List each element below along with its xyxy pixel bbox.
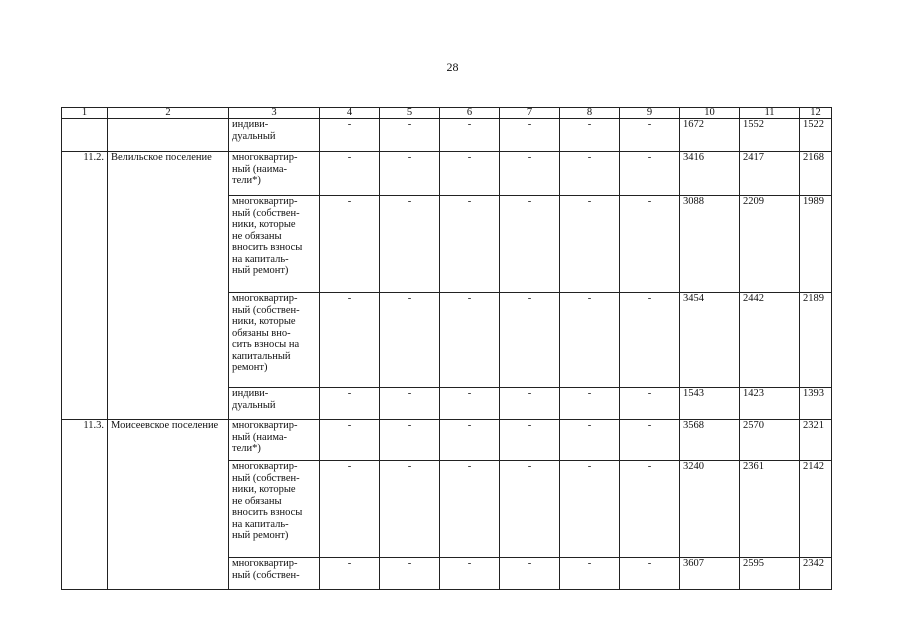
value-cell: 1672 (680, 119, 740, 152)
housing-type-line: сить взносы на (232, 339, 300, 350)
dash-cell: - (620, 388, 680, 420)
dash-cell: - (440, 558, 500, 590)
value-cell: 1423 (740, 388, 800, 420)
dash-cell: - (440, 196, 500, 293)
housing-type-cell (229, 119, 320, 152)
value-cell: 1543 (680, 388, 740, 420)
row-number-cell: 11.3. (62, 420, 108, 590)
dash-cell: - (500, 388, 560, 420)
dash-cell: - (380, 420, 440, 461)
value-cell: 2189 (800, 293, 832, 388)
housing-type-line: на капиталь- (232, 253, 289, 265)
housing-type-line: ный ремонт) (232, 530, 289, 541)
column-header: 1 (62, 108, 108, 119)
dash-cell: - (500, 119, 560, 152)
dash-cell: - (320, 119, 380, 152)
dash-cell: - (560, 196, 620, 293)
column-header: 9 (620, 108, 680, 119)
value-cell: 2168 (800, 152, 832, 196)
value-cell: 2321 (800, 420, 832, 461)
column-header: 4 (320, 108, 380, 119)
dash-cell: - (320, 152, 380, 196)
dash-cell: - (320, 461, 380, 558)
dash-cell: - (320, 196, 380, 293)
housing-type-line: многоквартир- (232, 420, 298, 431)
value-cell: 2442 (740, 293, 800, 388)
tariff-table (61, 107, 832, 590)
housing-type-cell (229, 388, 320, 420)
housing-type-line: многоквартир- (232, 558, 298, 569)
column-header: 5 (380, 108, 440, 119)
dash-cell: - (440, 388, 500, 420)
housing-type-line: ный ремонт) (232, 265, 289, 276)
dash-cell: - (620, 152, 680, 196)
value-cell: 2361 (740, 461, 800, 558)
settlement-cell (108, 119, 229, 152)
dash-cell: - (620, 196, 680, 293)
housing-type-line: ный (собствен- (232, 569, 300, 581)
value-cell: 1393 (800, 388, 832, 420)
value-cell: 3454 (680, 293, 740, 388)
table-row (62, 420, 832, 461)
housing-type-line: не обязаны (232, 495, 282, 507)
housing-type-line: вносить взносы (232, 242, 303, 253)
dash-cell: - (320, 558, 380, 590)
dash-cell: - (440, 420, 500, 461)
column-header: 12 (800, 108, 832, 119)
dash-cell: - (380, 388, 440, 420)
housing-type-line: многоквартир- (232, 152, 298, 163)
column-header: 11 (740, 108, 800, 119)
dash-cell: - (560, 152, 620, 196)
dash-cell: - (560, 461, 620, 558)
value-cell: 2417 (740, 152, 800, 196)
table-row (62, 119, 832, 152)
dash-cell: - (500, 420, 560, 461)
housing-type-line: на капиталь- (232, 518, 289, 530)
column-header: 3 (229, 108, 320, 119)
housing-type-line: многоквартир- (232, 196, 298, 207)
dash-cell: - (620, 119, 680, 152)
value-cell: 1552 (740, 119, 800, 152)
housing-type-cell (229, 152, 320, 196)
housing-type-line: ники, которые (232, 484, 296, 495)
value-cell: 2209 (740, 196, 800, 293)
housing-type-line: ники, которые (232, 219, 296, 230)
table-row (62, 152, 832, 196)
column-number-row (62, 108, 832, 119)
value-cell: 3416 (680, 152, 740, 196)
dash-cell: - (500, 461, 560, 558)
housing-type-line: многоквартир- (232, 461, 298, 472)
page-number: 28 (446, 60, 459, 74)
housing-type-line: дуальный (232, 399, 276, 411)
value-cell: 3240 (680, 461, 740, 558)
column-header: 6 (440, 108, 500, 119)
housing-type-line: ный (собствен- (232, 207, 300, 219)
housing-type-cell (229, 558, 320, 590)
dash-cell: - (320, 388, 380, 420)
settlement-cell: Моисеевское поселение (108, 420, 229, 590)
row-number-cell: 11.2. (62, 152, 108, 420)
dash-cell: - (380, 152, 440, 196)
housing-type-line: капитальный (232, 350, 291, 362)
value-cell: 2570 (740, 420, 800, 461)
dash-cell: - (500, 152, 560, 196)
dash-cell: - (560, 388, 620, 420)
dash-cell: - (560, 293, 620, 388)
dash-cell: - (320, 293, 380, 388)
value-cell: 3568 (680, 420, 740, 461)
housing-type-cell (229, 461, 320, 558)
value-cell: 3607 (680, 558, 740, 590)
dash-cell: - (380, 196, 440, 293)
dash-cell: - (620, 420, 680, 461)
settlement-cell: Велильское поселение (108, 152, 229, 420)
value-cell: 3088 (680, 196, 740, 293)
housing-type-line: не обязаны (232, 230, 282, 242)
column-header: 7 (500, 108, 560, 119)
dash-cell: - (620, 293, 680, 388)
dash-cell: - (380, 558, 440, 590)
dash-cell: - (500, 558, 560, 590)
dash-cell: - (500, 293, 560, 388)
housing-type-line: многоквартир- (232, 293, 298, 304)
dash-cell: - (440, 293, 500, 388)
value-cell: 2142 (800, 461, 832, 558)
housing-type-cell (229, 293, 320, 388)
dash-cell: - (620, 558, 680, 590)
housing-type-line: тели*) (232, 175, 261, 186)
value-cell: 2342 (800, 558, 832, 590)
dash-cell: - (560, 558, 620, 590)
column-header: 10 (680, 108, 740, 119)
dash-cell: - (440, 119, 500, 152)
dash-cell: - (560, 119, 620, 152)
housing-type-line: ный (собствен- (232, 304, 300, 316)
housing-type-line: индиви- (232, 119, 269, 130)
dash-cell: - (320, 420, 380, 461)
housing-type-line: ный (наима- (232, 431, 288, 443)
value-cell: 1989 (800, 196, 832, 293)
dash-cell: - (440, 152, 500, 196)
column-header: 8 (560, 108, 620, 119)
value-cell: 2595 (740, 558, 800, 590)
housing-type-line: ный (собствен- (232, 472, 300, 484)
dash-cell: - (620, 461, 680, 558)
housing-type-cell (229, 420, 320, 461)
housing-type-line: тели*) (232, 443, 261, 454)
row-number-cell (62, 119, 108, 152)
dash-cell: - (380, 293, 440, 388)
column-header: 2 (108, 108, 229, 119)
dash-cell: - (560, 420, 620, 461)
dash-cell: - (380, 119, 440, 152)
value-cell: 1522 (800, 119, 832, 152)
dash-cell: - (380, 461, 440, 558)
housing-type-cell (229, 196, 320, 293)
housing-type-line: вносить взносы (232, 507, 303, 518)
housing-type-line: индиви- (232, 388, 269, 399)
housing-type-line: ники, которые (232, 316, 296, 327)
housing-type-line: ремонт) (232, 362, 268, 373)
housing-type-line: обязаны вно- (232, 327, 291, 339)
housing-type-line: дуальный (232, 130, 276, 142)
dash-cell: - (440, 461, 500, 558)
housing-type-line: ный (наима- (232, 163, 288, 175)
dash-cell: - (500, 196, 560, 293)
